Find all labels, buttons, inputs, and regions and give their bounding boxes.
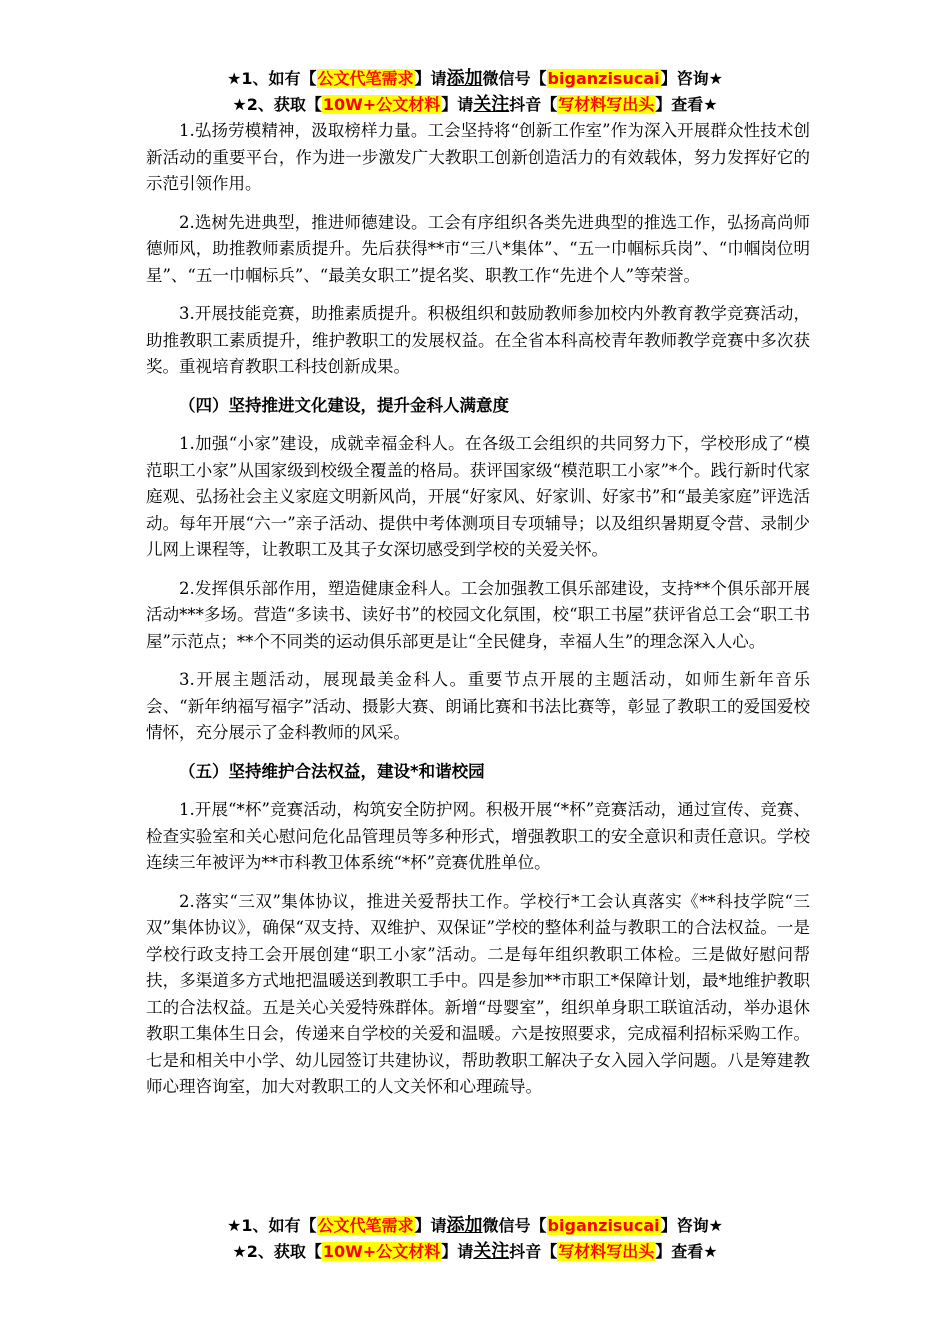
promo-underline: 关注	[473, 94, 510, 115]
promo-text: 】查看★	[655, 1242, 718, 1261]
promo-underline: 关注	[473, 1241, 510, 1262]
promo-line-2	[0, 92, 950, 118]
promo-highlight: 10W+公文材料	[322, 1242, 441, 1261]
promo-line-1	[0, 1213, 950, 1239]
promo-text: 微信号【	[482, 69, 547, 88]
header-promo-banner	[0, 66, 950, 118]
promo-text: ★1、如有【	[227, 69, 317, 88]
promo-text: 】咨询★	[660, 69, 723, 88]
section-heading: （四）坚持推进文化建设，提升金科人满意度	[179, 395, 509, 415]
promo-text: 】请	[414, 69, 447, 88]
promo-text: 】咨询★	[660, 1216, 723, 1235]
footer-promo-banner	[0, 1213, 950, 1265]
promo-highlight-douyin: 写材料写出头	[558, 95, 655, 114]
promo-text: 抖音【	[509, 1242, 558, 1261]
promo-text: 微信号【	[482, 1216, 547, 1235]
paragraph: 3.开展技能竞赛，助推素质提升。积极组织和鼓励教师参加校内外教育教学竞赛活动，助推教职工素质提升，维护教职工的发展权益。在全省本科高校青年教师教学竞赛中多次获奖。重视培育教职工科技创新成果。	[146, 304, 810, 376]
paragraph: 1.开展“*杯”竞赛活动，构筑安全防护网。积极开展“*杯”竞赛活动，通过宣传、竞赛、检查实验室和关心慰问危化品管理员等多种形式，增强教职工的安全意识和责任意识。学校连续三年被评为**市科教卫体系统“*杯”竞赛优胜单位。	[146, 800, 810, 872]
promo-highlight-douyin: 写材料写出头	[558, 1242, 655, 1261]
promo-highlight-wechat-id: biganzisucai	[547, 69, 660, 88]
promo-text: 】请	[441, 1242, 474, 1261]
promo-underline: 添加	[446, 68, 483, 89]
promo-text: 】请	[441, 95, 474, 114]
promo-text: ★2、获取【	[232, 1242, 322, 1261]
promo-text: ★1、如有【	[227, 1216, 317, 1235]
promo-highlight: 公文代笔需求	[317, 1216, 414, 1235]
promo-text: 】请	[414, 1216, 447, 1235]
promo-highlight: 公文代笔需求	[317, 69, 414, 88]
promo-text: 抖音【	[509, 95, 558, 114]
promo-text: ★2、获取【	[232, 95, 322, 114]
promo-underline: 添加	[446, 1215, 483, 1236]
promo-highlight: 10W+公文材料	[322, 95, 441, 114]
promo-highlight-wechat-id: biganzisucai	[547, 1216, 660, 1235]
document-body	[146, 118, 810, 1113]
section-heading: （五）坚持维护合法权益，建设*和谐校园	[179, 761, 485, 781]
paragraph: 2.落实“三双”集体协议，推进关爱帮扶工作。学校行*工会认真落实《**科技学院“三双”集体协议》，确保“双支持、双维护、双保证”学校的整体利益与教职工的合法权益。一是学校行政支持工会开展创建“职工小家”活动。二是每年组织教职工体检。三是做好慰问帮扶，多渠道多方式地把温暖送到教职工手中。四是参加**市职工*保障计划，最*地维护教职工的合法权益。五是关心关爱特殊群体。新增“母婴室”，组织单身职工联谊活动，举办退休教职工集体生日会，传递来自学校的关爱和温暖。六是按照要求，完成福利招标采购工作。七是和相关中小学、幼儿园签订共建协议，帮助教职工解决子女入园入学问题。八是筹建教师心理咨询室，加大对教职工的人文关怀和心理疏导。	[146, 891, 810, 1096]
promo-line-2	[0, 1239, 950, 1265]
paragraph: 1.弘扬劳模精神，汲取榜样力量。工会坚持将“创新工作室”作为深入开展群众性技术创新活动的重要平台，作为进一步激发广大教职工创新创造活力的有效载体，努力发挥好它的示范引领作用。	[146, 121, 810, 193]
paragraph: 2.选树先进典型，推进师德建设。工会有序组织各类先进典型的推选工作，弘扬高尚师德师风，助推教师素质提升。先后获得**市“三八*集体”、“五一巾帼标兵岗”、“巾帼岗位明星”、“五一巾帼标兵”、“最美女职工”提名奖、职教工作“先进个人”等荣誉。	[146, 212, 810, 285]
paragraph: 2.发挥俱乐部作用，塑造健康金科人。工会加强教工俱乐部建设，支持**个俱乐部开展活动***多场。营造“多读书、读好书”的校园文化氛围，校“职工书屋”获评省总工会“职工书屋”示范点；**个不同类的运动俱乐部更是让“全民健身，幸福人生”的理念深入人心。	[146, 578, 810, 651]
promo-line-1	[0, 66, 950, 92]
promo-text: 】查看★	[655, 95, 718, 114]
paragraph: 1.加强“小家”建设，成就幸福金科人。在各级工会组织的共同努力下，学校形成了“模范职工小家”从国家级到校级全覆盖的格局。获评国家级“模范职工小家”*个。践行新时代家庭观、弘扬社会主义家庭文明新风尚，开展“好家风、好家训、好家书”和“最美家庭”评选活动。每年开展“六一”亲子活动、提供中考体测项目专项辅导；以及组织暑期夏令营、录制少儿网上课程等，让教职工及其子女深切感受到学校的关爱关怀。	[146, 434, 810, 559]
paragraph: 3.开展主题活动，展现最美金科人。重要节点开展的主题活动，如师生新年音乐会、“新年纳福写福字”活动、摄影大赛、朗诵比赛和书法比赛等，彰显了教职工的爱国爱校情怀，充分展示了金科教师的风采。	[146, 670, 810, 742]
